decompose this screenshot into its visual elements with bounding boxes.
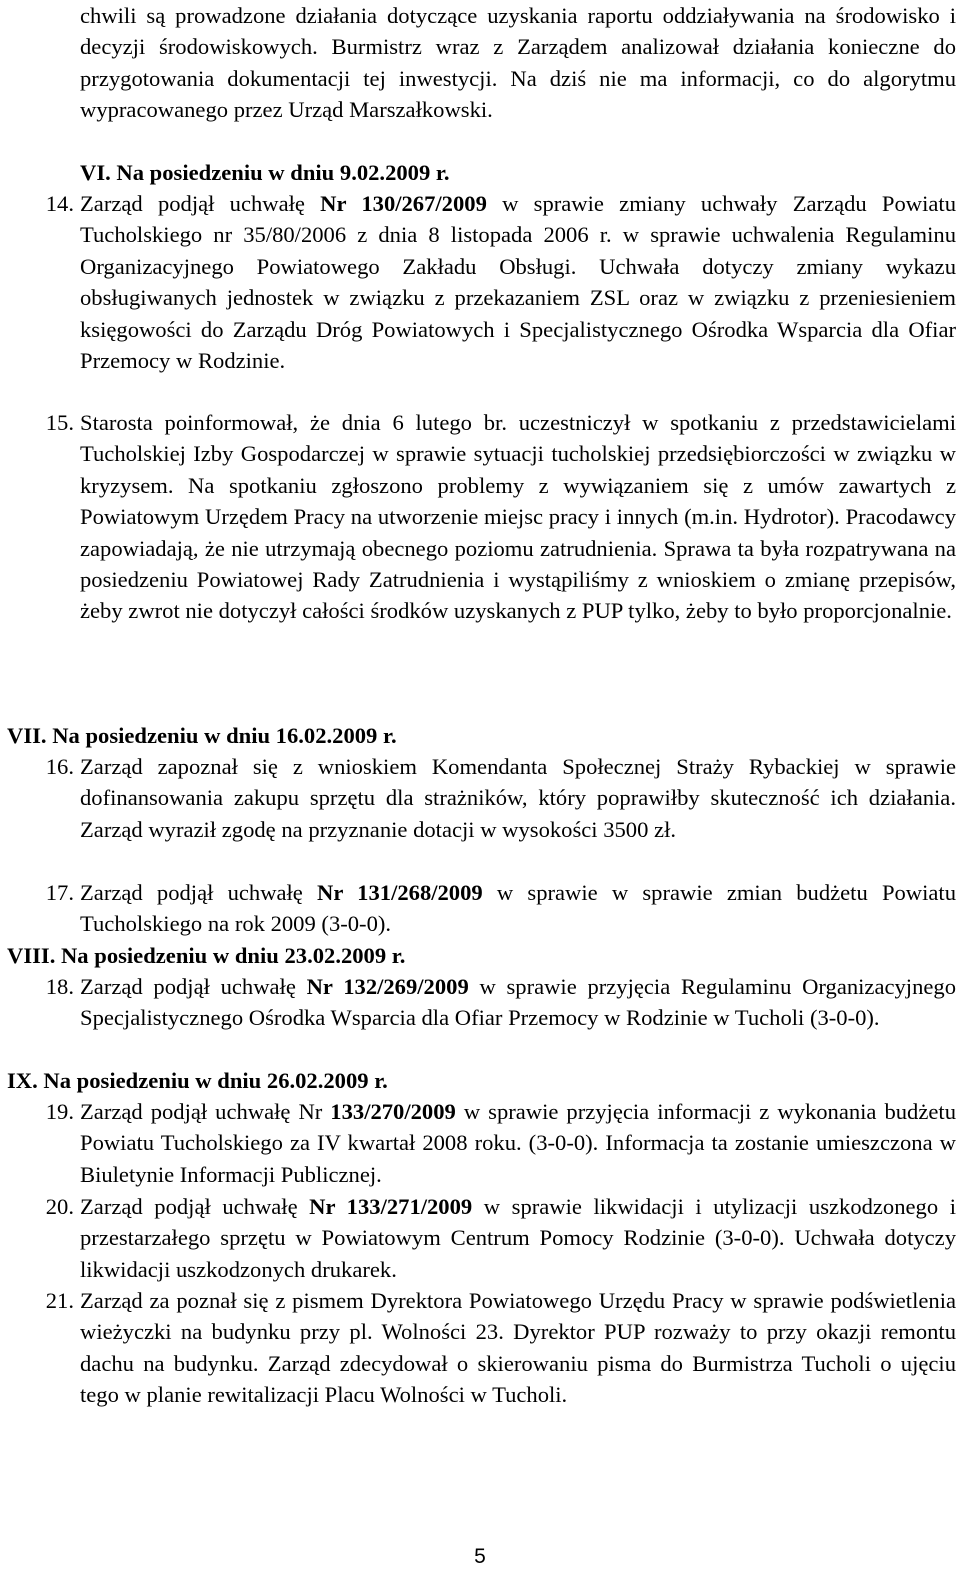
item-number: 18. <box>45 974 74 999</box>
item-text: Zarząd zapoznał się z wnioskiem Komendanta Społecznej Straży Rybackiej w sprawie dofinansowania zakupu sprzętu dla strażników, który poprawiłby skuteczność ich działania. Zarząd wyraził zgodę na przyznanie dotacji w wysokości 3500 zł. <box>80 754 956 842</box>
list-item-15 <box>30 407 956 627</box>
list-item-19 <box>30 1096 956 1190</box>
page-number: 5 <box>474 1545 486 1568</box>
item-text: Zarząd podjął uchwałę Nr 131/268/2009 w sprawie w sprawie zmian budżetu Powiatu Tucholskiego na rok 2009 (3-0-0). <box>80 880 957 937</box>
item-number: 17. <box>45 880 74 905</box>
section-heading-ix: IX. Na posiedzeniu w dniu 26.02.2009 r. <box>7 1068 388 1093</box>
section-heading-viii: VIII. Na posiedzeniu w dniu 23.02.2009 r. <box>7 943 406 968</box>
list-item-21 <box>30 1285 956 1411</box>
list-item-17 <box>30 877 956 940</box>
section-heading-vi: VI. Na posiedzeniu w dniu 9.02.2009 r. <box>80 160 450 185</box>
list-item-16 <box>30 751 956 845</box>
intro-paragraph: chwili są prowadzone działania dotyczące uzyskania raportu oddziaływania na środowisko i decyzji środowiskowych. Burmistrz wraz z Zarządem analizował działania konieczne do przygotowania dokumentacji tej inwestycji. Na dziś nie ma informacji, co do algorytmu wypracowanego przez Urząd Marszałkowski. <box>80 3 956 123</box>
item-number: 16. <box>45 754 74 779</box>
item-number: 14. <box>45 191 74 216</box>
item-text: Zarząd podjął uchwałę Nr 130/267/2009 w sprawie zmiany uchwały Zarządu Powiatu Tucholskiego nr 35/80/2006 z dnia 8 listopada 2006 r. w sprawie uchwalenia Regulaminu Organizacyjnego Powiatowego Zakładu Obsługi. Uchwała dotyczy zmiany wykazu obsługiwanych jednostek w związku z przekazaniem ZSL oraz w związku z przeniesieniem księgowości do Zarządu Dróg Powiatowych i Specjalistycznego Ośrodka Wsparcia dla Ofiar Przemocy w Rodzinie. <box>80 191 956 374</box>
item-text: Zarząd podjął uchwałę Nr 133/270/2009 w sprawie przyjęcia informacji z wykonania budżetu Powiatu Tucholskiego za IV kwartał 2008 roku. (3-0-0). Informacja ta zostanie umieszczona w Biuletynie Informacji Publicznej. <box>80 1099 956 1187</box>
list-item-20 <box>30 1191 956 1285</box>
item-number: 21. <box>45 1288 74 1313</box>
item-text: Zarząd za poznał się z pismem Dyrektora Powiatowego Urzędu Pracy w sprawie podświetlenia wieżyczki na budynku przy pl. Wolności 23. Dyrektor PUP rozważy to przy okazji remontu dachu na budynku. Zarząd zdecydował o skierowaniu pisma do Burmistrza Tucholi o ujęciu tego w planie rewitalizacji Placu Wolności w Tucholi. <box>80 1288 956 1408</box>
section-heading-vii: VII. Na posiedzeniu w dniu 16.02.2009 r. <box>7 723 397 748</box>
item-number: 19. <box>45 1099 74 1124</box>
list-item-14 <box>30 188 956 376</box>
item-number: 20. <box>45 1194 74 1219</box>
list-item-18 <box>30 971 956 1034</box>
item-number: 15. <box>45 410 74 435</box>
item-text: Zarząd podjął uchwałę Nr 133/271/2009 w sprawie likwidacji i utylizacji uszkodzonego i przestarzałego sprzętu w Powiatowym Centrum Pomocy Rodzinie (3-0-0). Uchwała dotyczy likwidacji uszkodzonych drukarek. <box>80 1194 956 1282</box>
item-text: Starosta poinformował, że dnia 6 lutego br. uczestniczył w spotkaniu z przedstawicielami Tucholskiej Izby Gospodarczej w sprawie sytuacji tucholskiej przedsiębiorczości w związku w kryzysem. Na spotkaniu zgłoszono problemy z wywiązaniem się z umów zawartych z Powiatowym Urzędem Pracy na utworzenie miejsc pracy i innych (m.in. Hydrotor). Pracodawcy zapowiadają, że nie utrzymają obecnego poziomu zatrudnienia. Sprawa ta była rozpatrywana na posiedzeniu Powiatowej Rady Zatrudnienia i wystąpiliśmy z wnioskiem o zmianę przepisów, żeby zwrot nie dotyczył całości środków uzyskanych z PUP tylko, żeby to było proporcjonalnie. <box>80 410 956 624</box>
item-text: Zarząd podjął uchwałę Nr 132/269/2009 w sprawie przyjęcia Regulaminu Organizacyjnego Specjalistycznego Ośrodka Wsparcia dla Ofiar Przemocy w Rodzinie w Tucholi (3-0-0). <box>80 974 956 1031</box>
